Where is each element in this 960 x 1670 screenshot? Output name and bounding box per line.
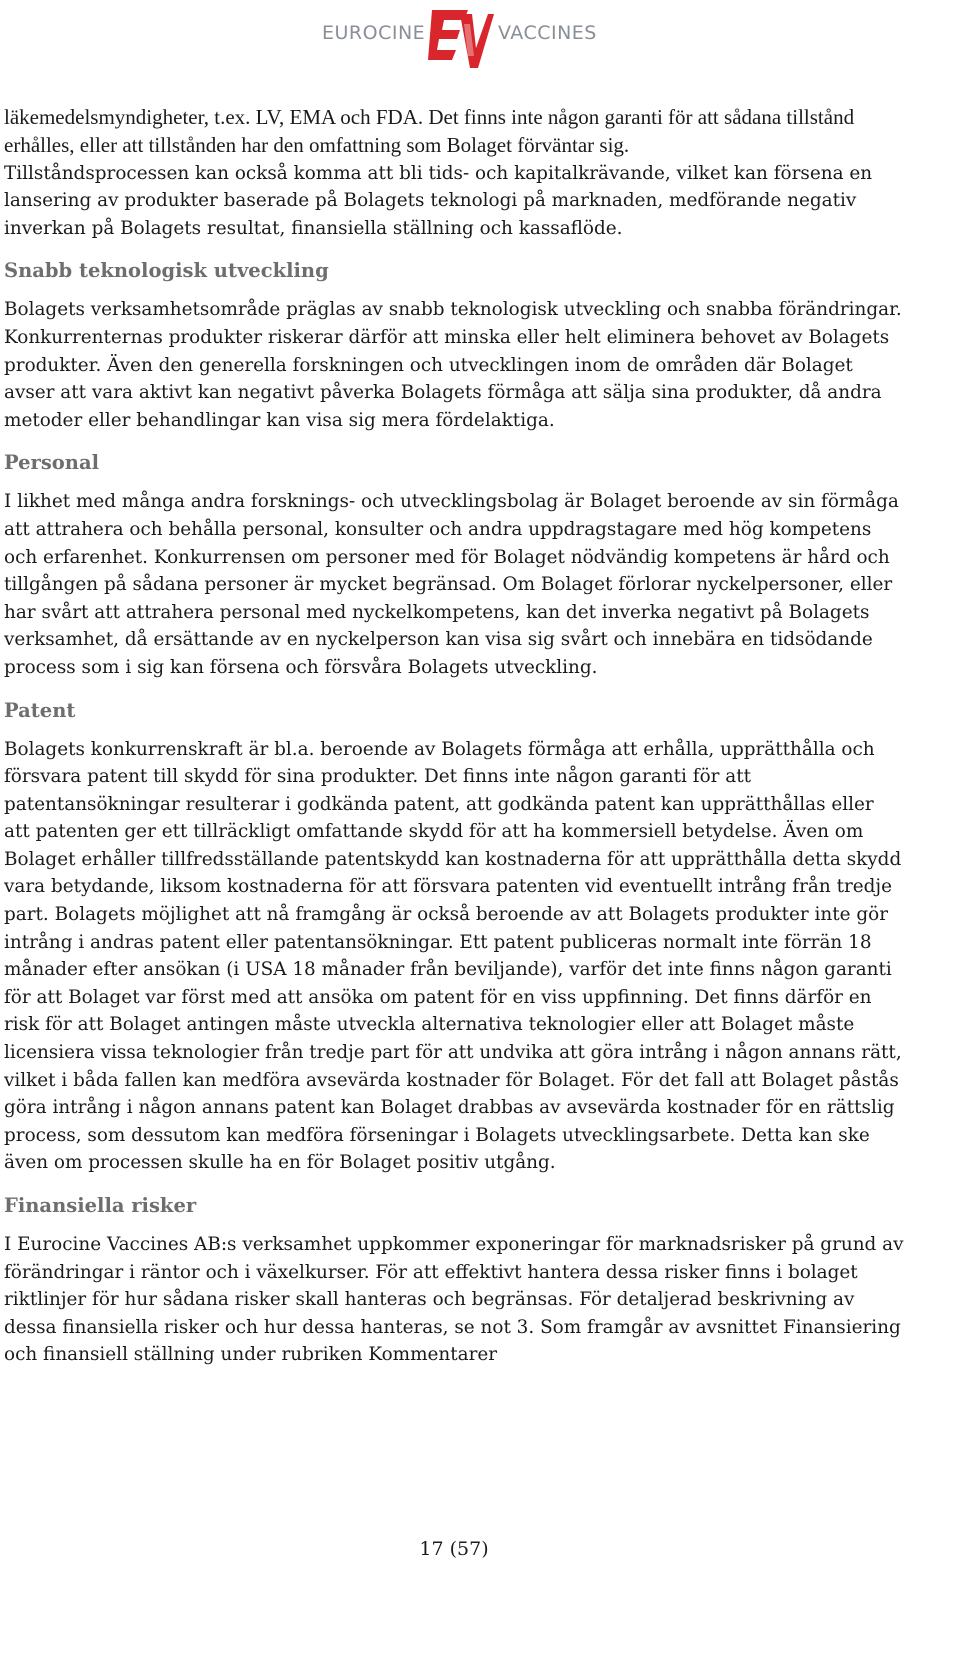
ev-logo-mark-icon xyxy=(424,4,494,70)
intro-paragraph-b: Tillståndsprocessen kan också komma att bli tids- och kapitalkrävande, vilket kan försena en lansering av produkter baserade på Bolagets teknologi på marknaden, medförande negativ inverkan på Bolagets resultat, finansiella ställning och kassaflöde. xyxy=(4,162,873,239)
eurocine-vaccines-logo xyxy=(322,4,597,70)
logo-word-right: VACCINES xyxy=(498,22,597,44)
document-page xyxy=(4,0,904,1670)
section-text-finansiella-risker: I Eurocine Vaccines AB:s verksamhet uppkommer exponeringar för marknadsrisker på grund av förändringar i räntor och i växelkurser. För att effektivt hantera dessa risker finns i bolaget riktlinjer för hur sådana risker skall hanteras och begränsas. För detaljerad beskrivning av dessa finansiella risker och hur dessa hanteras, se not 3. Som framgår av avsnittet Finansiering och finansiell ställning under rubriken Kommentarer xyxy=(4,1234,904,1366)
section-text-personal: I likhet med många andra forsknings- och utvecklingsbolag är Bolaget beroende av sin förmåga att attrahera och behålla personal, konsulter och andra uppdragstagare med hög kompetens och erfarenhet. Konkurrensen om personer med för Bolaget nödvändig kompetens är hård och tillgången på sådana personer är mycket begränsad. Om Bolaget förlorar nyckelpersoner, eller har svårt att attrahera personal med nyckelkompetens, kan det inverka negativt på Bolagets verksamhet, då ersättande av en nyckelperson kan visa sig svårt och innebära en tidsödande process som i sig kan försena och försvåra Bolagets utveckling. xyxy=(4,491,899,678)
page-number: 17 (57) xyxy=(419,1538,489,1560)
document-body xyxy=(4,104,904,1369)
section-heading-snabb-teknologisk-utveckling: Snabb teknologisk utveckling xyxy=(4,259,329,283)
section-heading-patent: Patent xyxy=(4,698,76,722)
section-heading-finansiella-risker: Finansiella risker xyxy=(4,1194,197,1217)
section-heading-personal: Personal xyxy=(4,451,100,475)
logo-word-left: EUROCINE xyxy=(322,22,426,44)
intro-paragraph-a: läkemedelsmyndigheter, t.ex. LV, EMA och FDA. Det finns inte någon garanti för att sådana tillstånd erhålles, eller att tillstånden har den omfattning som Bolaget förväntar sig. xyxy=(4,105,855,157)
section-text-patent: Bolagets konkurrenskraft är bl.a. beroende av Bolagets förmåga att erhålla, upprätthålla och försvara patent till skydd för sina produkter. Det finns inte någon garanti för att patentansökningar resulterar i godkända patent, att godkända patent kan upprätthållas eller att patenten ger ett tillräckligt omfattande skydd för att ha kommersiell betydelse. Även om Bolaget erhåller tillfredsställande patentskydd kan kostnaderna för att upprätthålla detta skydd vara betydande, liksom kostnaderna för att försvara patenten vid eventuellt intrång från tredje part. Bolagets möjlighet att nå framgång är också beroende av att Bolagets produkter inte gör intrång i andras patent eller patentansökningar. Ett patent publiceras normalt inte förrän 18 månader efter ansökan (i USA 18 månader från beviljande), varför det inte finns någon garanti för att Bolaget var först med att ansöka om patent för en viss uppfinning. Det finns därför en risk för att Bolaget antingen måste utveckla alternativa teknologier eller att Bolaget måste licensiera vissa teknologier från tredje part för att undvika att göra intrång i någon annans rätt, vilket i båda fallen kan medföra avsevärda kostnader för Bolaget. För det fall att Bolaget påstås göra intrång i någon annans patent kan Bolaget drabbas av avsevärda kostnader för en rättslig process, som dessutom kan medföra förseningar i Bolagets utvecklingsarbete. Detta kan ske även om processen skulle ha en för Bolaget positiv utgång. xyxy=(4,738,902,1174)
section-text-snabb-teknologisk-utveckling: Bolagets verksamhetsområde präglas av snabb teknologisk utveckling och snabba förändringar. Konkurrenternas produkter riskerar därför att minska eller helt eliminera behovet av Bolagets produkter. Även den generella forskningen och utvecklingen inom de områden där Bolaget avser att vara aktivt kan negativt påverka Bolagets förmåga att sälja sina produkter, då andra metoder eller behandlingar kan visa sig mera fördelaktiga. xyxy=(4,299,902,431)
